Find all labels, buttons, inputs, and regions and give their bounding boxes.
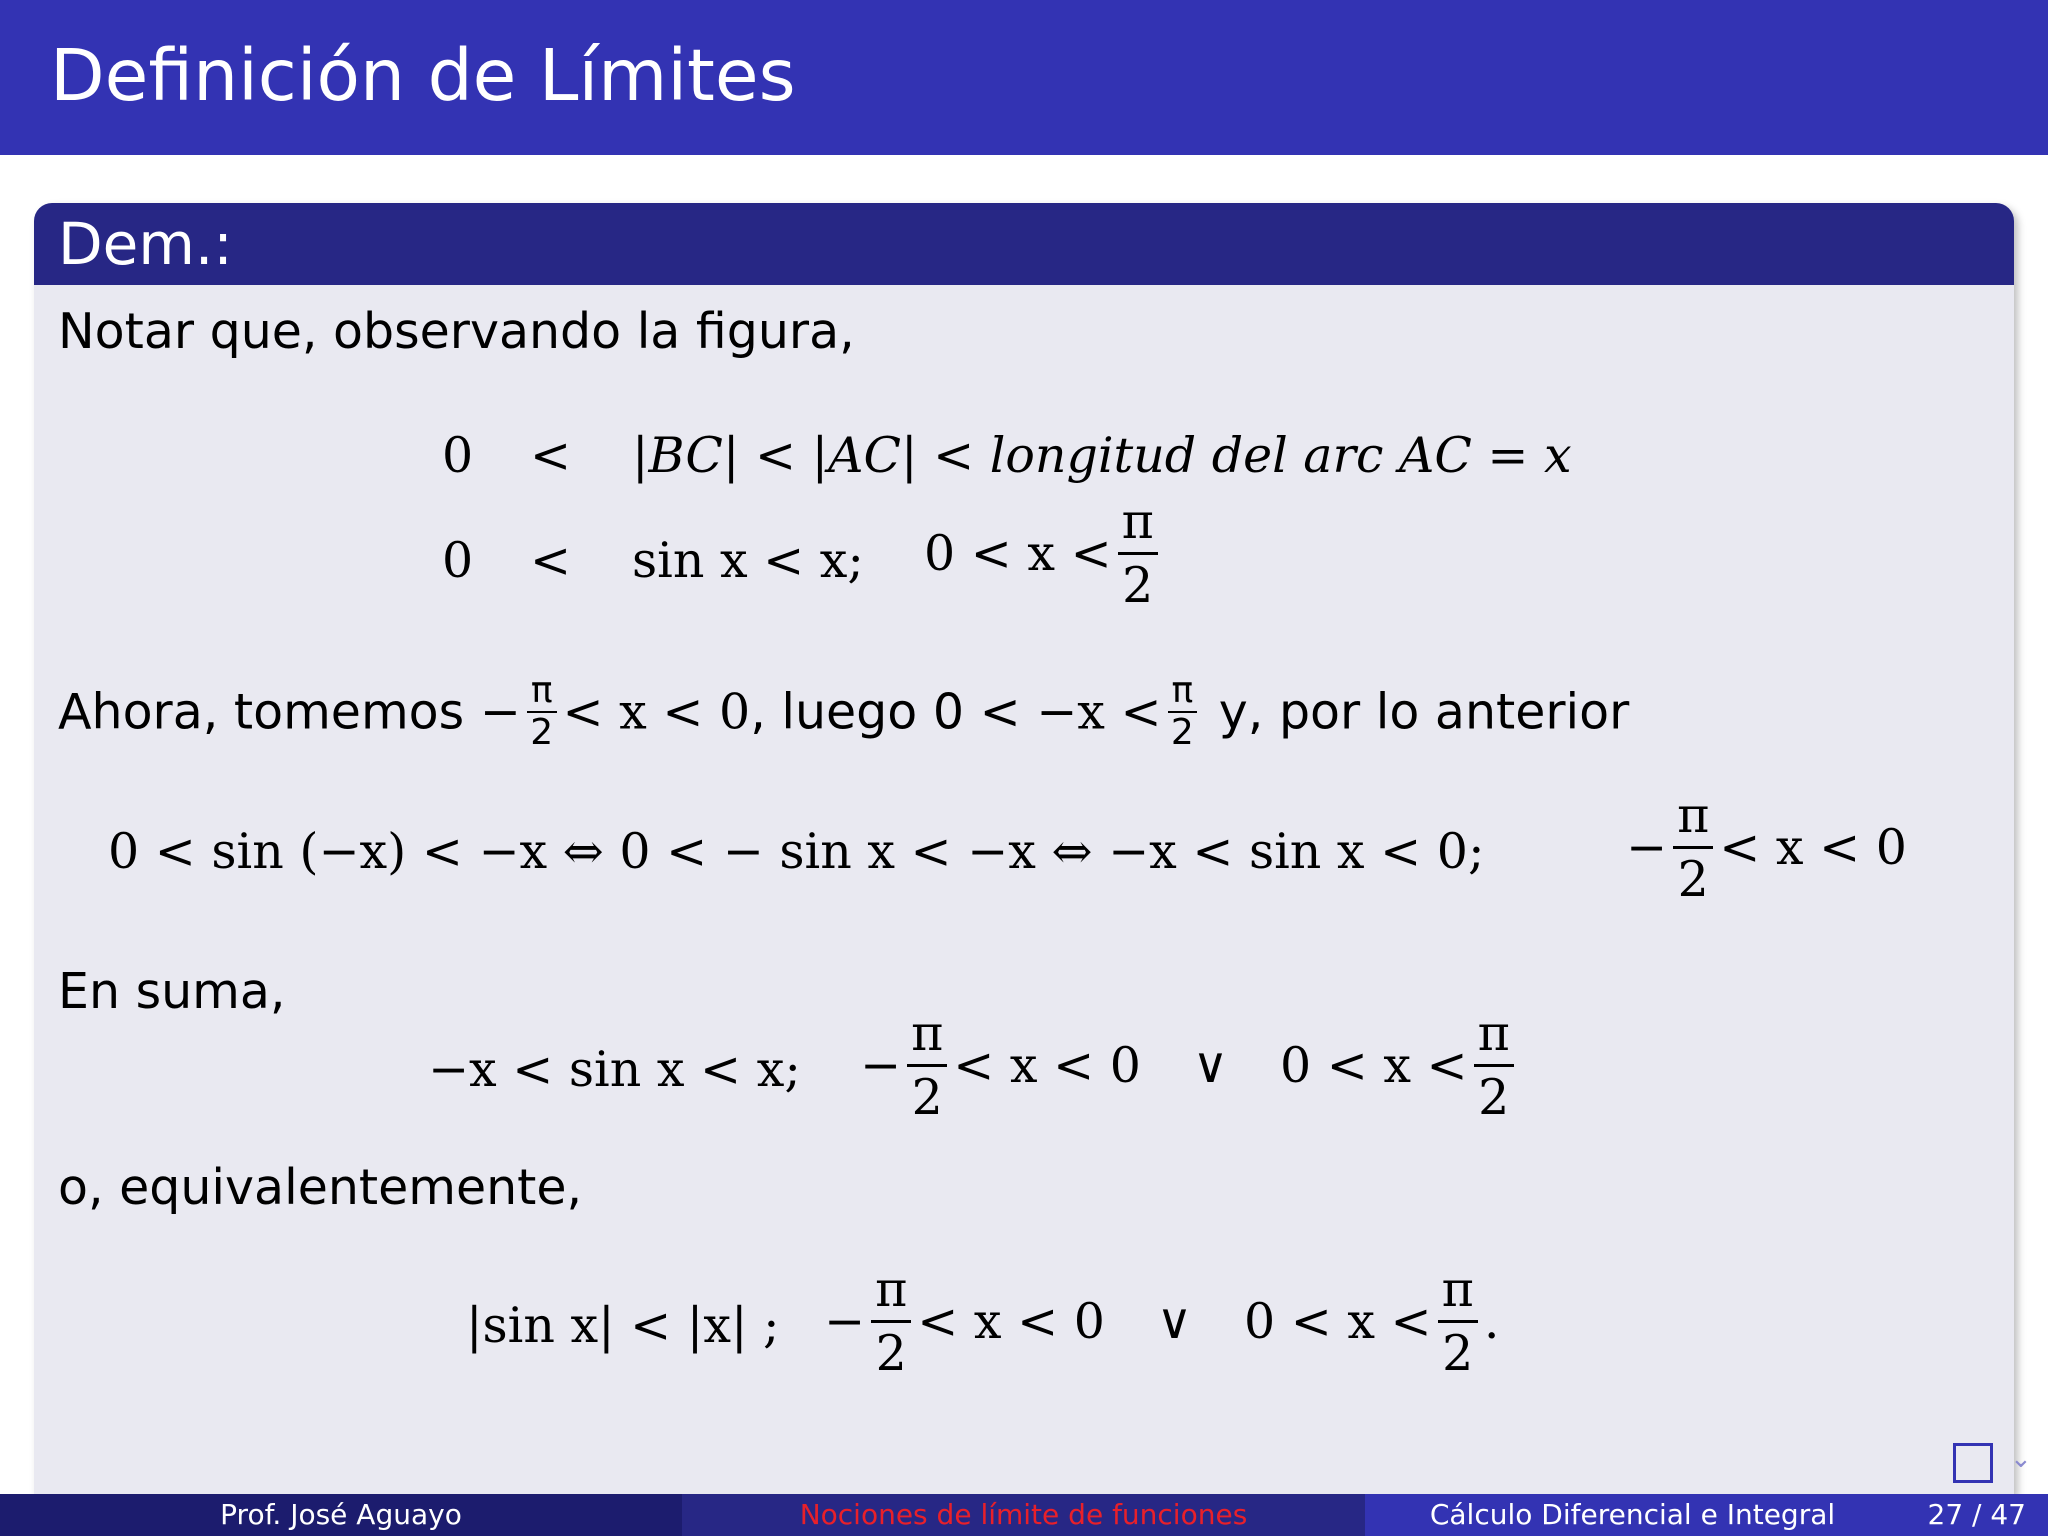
eq4-main: −x < sin x < x; (428, 1041, 801, 1098)
eq4-ranges: − $\frac{\pi}{2}$ < x < 0 ∨ 0 < x < $\frac{\pi}{2}$ (860, 1009, 1520, 1122)
block-header (34, 203, 2014, 285)
eq3-main: 0 < sin (−x) < −x ⇔ 0 < − sin x < −x ⇔ −x < sin x < 0; (108, 823, 1485, 880)
footer-bar (0, 1494, 2048, 1536)
eq3-range: − $\frac{\pi}{2}$ < x < 0 (1626, 787, 1907, 908)
eq1-rel: < (530, 427, 572, 484)
nav-square-icon[interactable] (1953, 1443, 1993, 1483)
nav-arrow-icon[interactable]: ⌄ (2010, 1444, 2032, 1474)
eq2-lhs: 0 (442, 532, 474, 589)
slide-title: Definición de Límites (50, 34, 796, 117)
eq1-rhs: |BC| < |AC| < longitud del arc AC = x (632, 427, 1572, 484)
en-suma-text: En suma, (58, 963, 286, 1020)
frac-pi-over-2: $\frac{\pi}{2}$ (1438, 1265, 1478, 1378)
footer-page-number: 27 / 47 (1927, 1498, 2026, 1531)
footer-author: Prof. José Aguayo (220, 1498, 462, 1531)
eq5-ranges: − $\frac{\pi}{2}$ < x < 0 ∨ 0 < x < $\frac{\pi}{2}$ . (824, 1261, 1500, 1382)
eq2-rhs: sin x < x; (632, 532, 864, 589)
eq2-rel: < (530, 532, 572, 589)
intro-text: Notar que, observando la figura, (58, 303, 855, 360)
footer-topic: Nociones de límite de funciones (799, 1498, 1248, 1531)
title-bar (0, 0, 2048, 155)
frac-pi-over-2: $\frac{\pi}{2}$ (1673, 791, 1713, 904)
proof-block (34, 203, 2014, 1495)
ahora-line: Ahora, tomemos − $\frac{\pi}{2}$ < x < 0, luego 0 < −x < $\frac{\pi}{2}$ y, por lo anterior (58, 670, 1630, 753)
frac-pi-over-2-small: $\frac{\pi}{2}$ (1168, 673, 1198, 751)
block-title: Dem.: (58, 210, 233, 278)
equiv-text: o, equivalentemente, (58, 1159, 583, 1216)
eq1-lhs: 0 (442, 427, 474, 484)
frac-pi-over-2-small: $\frac{\pi}{2}$ (527, 673, 557, 751)
footer-course-section (1365, 1494, 2048, 1536)
footer-course: Cálculo Diferencial e Integral (1429, 1498, 1836, 1531)
footer-author-section (0, 1494, 682, 1536)
frac-pi-over-2: $\frac{\pi}{2}$ (1474, 1009, 1514, 1122)
eq2-range: 0 < x < $\frac{\pi}{2}$ (924, 497, 1164, 610)
frac-pi-over-2: $\frac{\pi}{2}$ (1118, 497, 1158, 610)
frac-pi-over-2: $\frac{\pi}{2}$ (907, 1009, 947, 1122)
footer-topic-section (682, 1494, 1365, 1536)
frac-pi-over-2: $\frac{\pi}{2}$ (871, 1265, 911, 1378)
eq5-main: |sin x| < |x| ; (466, 1297, 780, 1354)
